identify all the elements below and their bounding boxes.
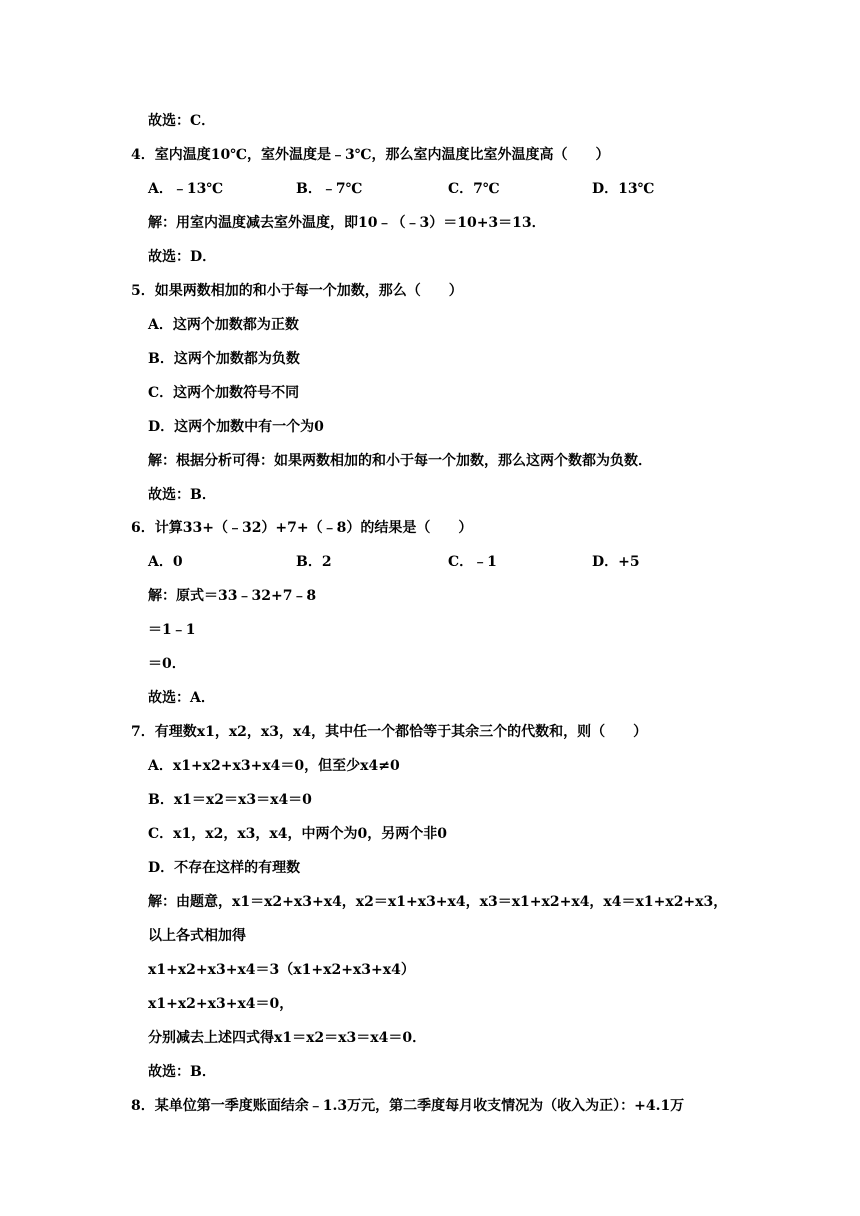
answer-line: 故选：B． <box>148 1064 216 1080</box>
option-a: A．﹣13℃ <box>148 181 224 197</box>
option-a: A．x1+x2+x3+x4＝0，但至少x4≠0 <box>148 758 400 774</box>
option-a: A．0 <box>148 554 183 570</box>
question-6: 6．计算33+（﹣32）+7+（﹣8）的结果是（ ） <box>131 520 473 536</box>
option-b: B．这两个加数都为负数 <box>148 351 300 367</box>
option-d: D．13℃ <box>592 181 655 197</box>
solution-line: 解：用室内温度减去室外温度，即10﹣（﹣3）＝10+3＝13． <box>148 215 546 231</box>
solution-line: 解：原式＝33﹣32+7﹣8 <box>148 588 317 604</box>
option-c: C．这两个加数符号不同 <box>148 385 300 401</box>
option-c: C．7℃ <box>448 181 500 197</box>
solution-line: x1+x2+x3+x4＝0， <box>148 996 294 1012</box>
question-8: 8．某单位第一季度账面结余﹣1.3万元，第二季度每月收支情况为（收入为正）：+4.1万 <box>131 1098 685 1114</box>
solution-line: ＝0． <box>148 656 186 672</box>
answer-line: 故选：C． <box>148 113 216 129</box>
option-d: D．这两个加数中有一个为0 <box>148 419 324 435</box>
answer-line: 故选：B． <box>148 487 216 503</box>
question-5: 5．如果两数相加的和小于每一个加数，那么（ ） <box>131 283 463 299</box>
answer-line: 故选：A． <box>148 690 215 706</box>
option-b: B．﹣7℃ <box>296 181 363 197</box>
solution-line: 解：由题意，x1＝x2+x3+x4，x2＝x1+x3+x4，x3＝x1+x2+x4，x4＝x1+x2+x3， <box>148 894 728 910</box>
option-d: D．不存在这样的有理数 <box>148 860 301 876</box>
question-7: 7．有理数x1，x2，x3，x4，其中任一个都恰等于其余三个的代数和，则（ ） <box>131 724 648 740</box>
solution-line: ＝1﹣1 <box>148 622 196 638</box>
solution-line: 以上各式相加得 <box>148 928 246 944</box>
option-b: B．x1＝x2＝x3＝x4＝0 <box>148 792 312 808</box>
solution-line: 分别减去上述四式得x1＝x2＝x3＝x4＝0． <box>148 1030 427 1046</box>
option-d: D．+5 <box>592 554 640 570</box>
question-4: 4．室内温度10℃，室外温度是﹣3℃，那么室内温度比室外温度高（ ） <box>131 147 610 163</box>
solution-line: 解：根据分析可得：如果两数相加的和小于每一个加数，那么这两个数都为负数． <box>148 453 652 469</box>
option-b: B．2 <box>296 554 332 570</box>
solution-line: x1+x2+x3+x4＝3（x1+x2+x3+x4） <box>148 962 415 978</box>
option-c: C．x1，x2，x3，x4，中两个为0，另两个非0 <box>148 826 447 842</box>
option-a: A．这两个加数都为正数 <box>148 317 299 333</box>
answer-line: 故选：D． <box>148 249 217 265</box>
option-c: C．﹣1 <box>448 554 497 570</box>
